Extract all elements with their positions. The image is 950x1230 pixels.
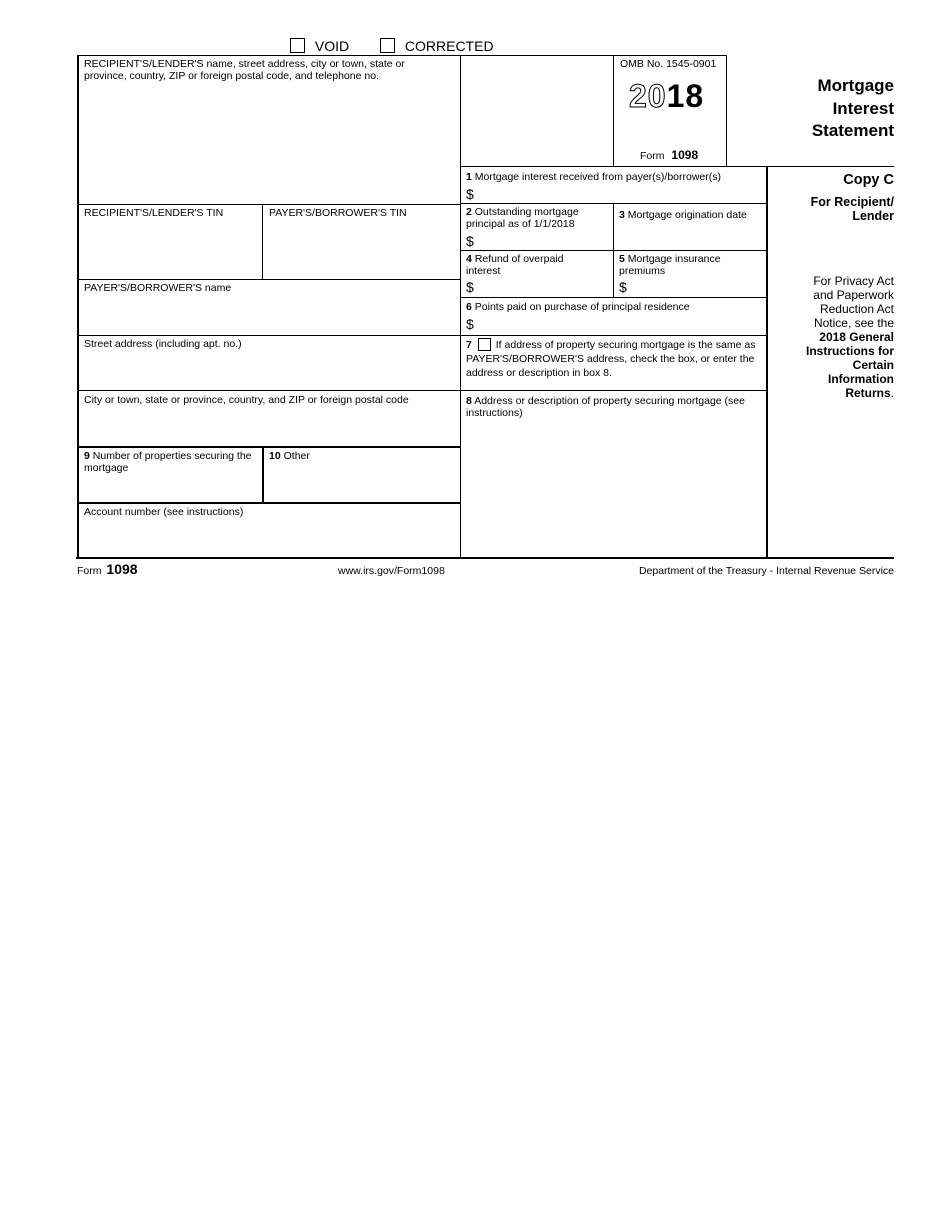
box3-text: Mortgage origination date	[627, 209, 747, 221]
box2-field[interactable]	[478, 231, 612, 249]
payer-tin-label: PAYER'S/BORROWER'S TIN	[269, 207, 407, 219]
corrected-option[interactable]	[380, 38, 494, 54]
recipient-tin-label: RECIPIENT'S/LENDER'S TIN	[84, 207, 224, 219]
rule	[78, 279, 461, 280]
void-option[interactable]	[290, 38, 349, 54]
box10-label	[269, 450, 310, 462]
box5-number: 5	[619, 253, 625, 265]
payer-name-field[interactable]	[78, 296, 460, 334]
box4-dollar: $	[466, 279, 474, 295]
title-line: Statement	[811, 121, 894, 140]
recipient-name-label: RECIPIENT'S/LENDER'S name, street address, city or town, state or province, country, ZIP or foreign postal code, and telephone no.	[84, 58, 405, 82]
rule	[613, 203, 614, 297]
title-line: Interest	[832, 98, 894, 118]
box9-field[interactable]	[78, 476, 261, 501]
account-number-label: Account number (see instructions)	[84, 506, 244, 518]
copy-for-line: For Recipient/	[810, 195, 894, 209]
rule	[460, 166, 894, 167]
rule	[78, 390, 461, 391]
payer-name-label: PAYER'S/BORROWER'S name	[84, 282, 232, 294]
city-label: City or town, state or province, country, and ZIP or foreign postal code	[84, 394, 409, 406]
box6-number: 6	[466, 301, 472, 313]
privacy-line: Reduction Act	[819, 302, 894, 316]
street-address-field[interactable]	[78, 352, 460, 389]
privacy-line: For Privacy Act	[813, 274, 894, 288]
copy-for-line: Lender	[852, 209, 894, 223]
form-title	[812, 75, 894, 143]
box8-field[interactable]	[462, 424, 765, 556]
rule	[460, 390, 766, 391]
rule	[460, 335, 766, 336]
rule	[460, 297, 766, 298]
box6-field[interactable]	[478, 315, 764, 334]
box5-field[interactable]	[631, 278, 765, 296]
box5-text: Mortgage insurance premiums	[619, 253, 721, 277]
footer-form	[77, 561, 138, 577]
box5-dollar: $	[619, 279, 627, 295]
box2-number: 2	[466, 206, 472, 218]
privacy-bold: Returns	[845, 386, 891, 400]
box10-text: Other	[283, 450, 310, 462]
box1-text: Mortgage interest received from payer(s)/borrower(s)	[474, 171, 722, 183]
box1-number: 1	[466, 171, 472, 183]
rule	[766, 166, 768, 558]
tax-year-solid: 18	[666, 78, 705, 114]
box7-number: 7	[466, 339, 472, 351]
footer-url[interactable]: www.irs.gov/Form1098	[338, 565, 445, 577]
form-word: Form	[640, 150, 665, 162]
street-address-label: Street address (including apt. no.)	[84, 338, 242, 350]
rule	[78, 55, 726, 56]
box3-label	[619, 209, 747, 221]
box6-label	[466, 301, 690, 313]
rule	[78, 335, 461, 336]
rule	[613, 55, 614, 166]
privacy-notice	[806, 274, 894, 400]
privacy-line: Information	[828, 372, 894, 386]
payer-tin-field[interactable]	[263, 222, 459, 278]
footer-form-number: 1098	[106, 561, 138, 577]
privacy-line	[806, 386, 894, 400]
box8-text: Address or description of property securing mortgage (see instructions)	[466, 395, 745, 419]
privacy-period: .	[890, 386, 894, 400]
box2-text: Outstanding mortgage principal as of 1/1/2018	[466, 206, 579, 230]
box6-dollar: $	[466, 316, 474, 332]
footer-department: Department of the Treasury - Internal Revenue Service	[638, 565, 894, 577]
tax-year	[629, 78, 704, 115]
form-number: 1098	[671, 148, 699, 162]
box9-text: Number of properties securing the mortgage	[84, 450, 252, 474]
copy-for	[811, 195, 894, 223]
copy-label: Copy C	[843, 172, 894, 188]
box6-text: Points paid on purchase of principal residence	[474, 301, 690, 313]
form-label	[640, 148, 698, 162]
privacy-line: Notice, see the	[813, 316, 894, 330]
rule	[76, 557, 894, 559]
box8-label	[466, 395, 764, 419]
privacy-line: Certain	[852, 358, 894, 372]
rule	[78, 446, 461, 448]
box9-number: 9	[84, 450, 90, 462]
box5-label	[619, 253, 739, 277]
box3-field[interactable]	[615, 224, 765, 249]
void-checkbox[interactable]	[290, 38, 305, 53]
tax-year-outline: 20	[629, 78, 667, 114]
account-number-field[interactable]	[78, 520, 460, 556]
corrected-label: CORRECTED	[404, 38, 494, 54]
box2-label	[466, 206, 606, 230]
box10-field[interactable]	[264, 464, 459, 501]
city-field[interactable]	[78, 408, 460, 445]
corrected-checkbox[interactable]	[380, 38, 395, 53]
box4-number: 4	[466, 253, 472, 265]
void-label: VOID	[314, 38, 350, 54]
privacy-line: 2018 General	[819, 330, 894, 344]
rule	[78, 204, 461, 205]
box1-label	[466, 171, 721, 183]
box9-label	[84, 450, 262, 474]
recipient-name-field[interactable]	[78, 80, 460, 203]
title-line: Mortgage	[817, 76, 894, 95]
privacy-line: Instructions for	[805, 344, 894, 358]
footer-form-word: Form	[77, 565, 102, 577]
box4-field[interactable]	[478, 278, 612, 296]
rule	[460, 55, 461, 557]
box1-dollar: $	[466, 186, 474, 202]
box1-field[interactable]	[478, 184, 764, 202]
box2-dollar: $	[466, 233, 474, 249]
recipient-tin-field[interactable]	[78, 222, 261, 278]
rule	[726, 55, 727, 166]
rule	[78, 502, 461, 504]
box7-text: If address of property securing mortgage is the same as PAYER'S/BORROWER'S address, check the box, or enter the address or description in box 8.	[466, 339, 756, 379]
box10-number: 10	[269, 450, 281, 462]
box4-text: Refund of overpaid interest	[466, 253, 564, 277]
box8-number: 8	[466, 395, 472, 407]
box4-label	[466, 253, 586, 277]
omb-number: OMB No. 1545-0901	[620, 58, 717, 70]
privacy-line: and Paperwork	[813, 288, 894, 302]
box7-label	[466, 338, 764, 380]
box3-number: 3	[619, 209, 625, 221]
box7-checkbox[interactable]	[478, 338, 491, 351]
